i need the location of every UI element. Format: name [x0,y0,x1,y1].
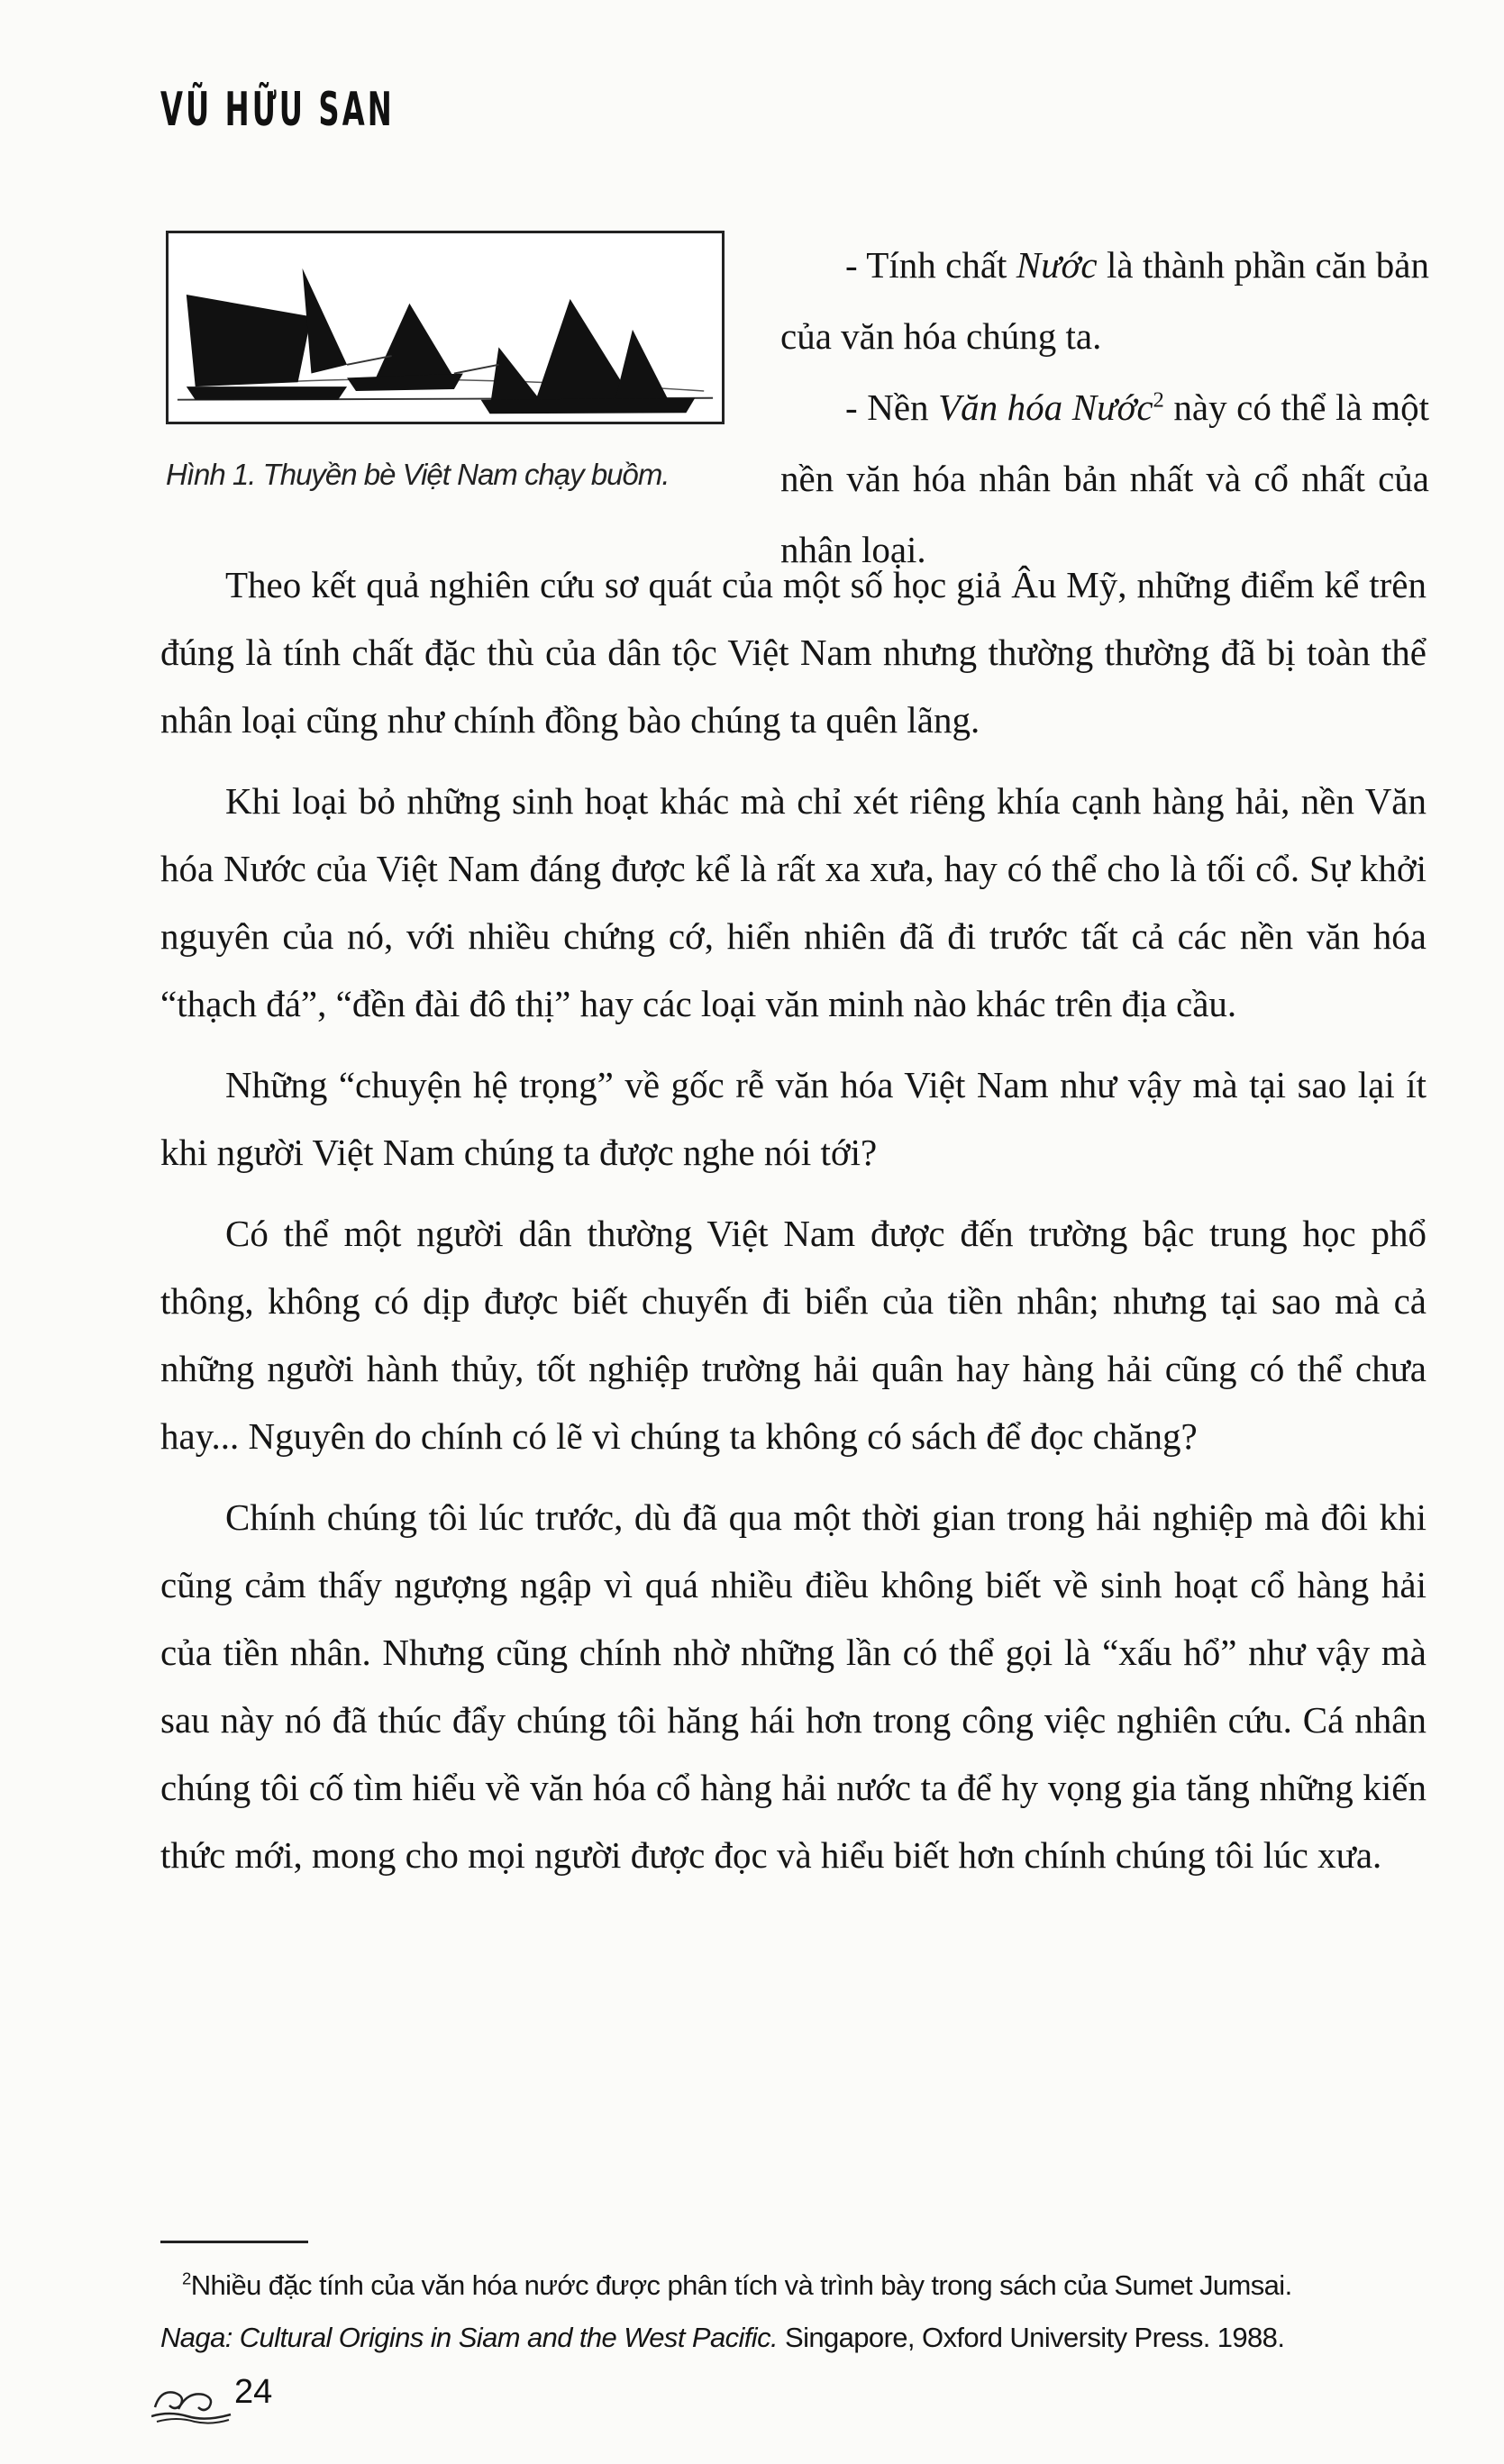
body-text [160,551,1427,1903]
paragraph: Những “chuyện hệ trọng” về gốc rễ văn hóa Việt Nam như vậy mà tại sao lại ít khi người Việt Nam chúng ta được nghe nói tới? [160,1064,1427,1173]
wave-ornament-icon [151,2371,232,2425]
page-footer [151,2371,386,2425]
page-number: 24 [234,2373,273,2411]
footnote: $^2$Nhiều đặc tính của văn hóa nước được phân tích và trình bày trong sách của Sumet Jumsai. Naga: Cultural Origins in Siam and the West Pacific. Singapore, Oxford University Press. 1988. [160,2269,1292,2353]
paragraph: Khi loại bỏ những sinh hoạt khác mà chỉ xét riêng khía cạnh hàng hải, nền Văn hóa Nước của Việt Nam đáng được kể là rất xa xưa, hay có thể cho là tối cổ. Sự khởi nguyên của nó, với nhiều chứng cớ, hiển nhiên đã đi trước tất cả các nền văn hóa “thạch đá”, “đền đài đô thị” hay các loại văn minh nào khác trên địa cầu. [160,780,1427,1024]
footnote-book-title: Naga: Cultural Origins in Siam and the West Pacific. [160,2322,778,2353]
figure-sailing-boats-image [166,231,725,424]
footnote-marker: 2 [182,2269,191,2288]
paragraph: Chính chúng tôi lúc trước, dù đã qua một thời gian trong hải nghiệp mà đôi khi cũng cảm thấy ngượng ngập vì quá nhiều điều không biết về sinh hoạt cổ hàng hải của tiền nhân. Nhưng cũng chính nhờ những lần có thể gọi là “xấu hổ” như vậy mà sau này nó đã thúc đẩy chúng tôi hăng hái hơn trong công việc nghiên cứu. Cá nhân chúng tôi cố tìm hiểu về văn hóa cổ hàng hải nước ta để hy vọng gia tăng những kiến thức mới, mong cho mọi người được đọc và hiểu biết hơn chính chúng tôi lúc xưa. [160,1496,1427,1876]
side-text-column [780,230,1429,586]
footnote-reference: 2 [1153,387,1164,413]
side-paragraph: - Nền Văn hóa Nước$^2$ này có thể là một nền văn hóa nhân bản nhất và cổ nhất của nhân loại. [780,386,1429,570]
figure-caption: Hình 1. Thuyền bè Việt Nam chạy buồm. [166,458,670,491]
footnote-divider [160,2241,308,2243]
sailing-boats-silhouette [169,233,722,422]
paragraph: Có thể một người dân thường Việt Nam được đến trường bậc trung học phổ thông, không có dịp được biết chuyến đi biển của tiền nhân; nhưng tại sao mà cả những người hành thủy, tốt nghiệp trường hải quân hay hàng hải cũng có thể chưa hay... Nguyên do chính có lẽ vì chúng ta không có sách để đọc chăng? [160,1213,1427,1457]
paragraph: Theo kết quả nghiên cứu sơ quát của một số học giả Âu Mỹ, những điểm kể trên đúng là tính chất đặc thù của dân tộc Việt Nam nhưng thường thường đã bị toàn thể nhân loại cũng như chính đồng bào chúng ta quên lãng. [160,564,1427,741]
side-paragraph: - Tính chất Nước là thành phần căn bản của văn hóa chúng ta. [780,244,1429,357]
running-header-author: VŨ HỮU SAN [160,83,395,137]
